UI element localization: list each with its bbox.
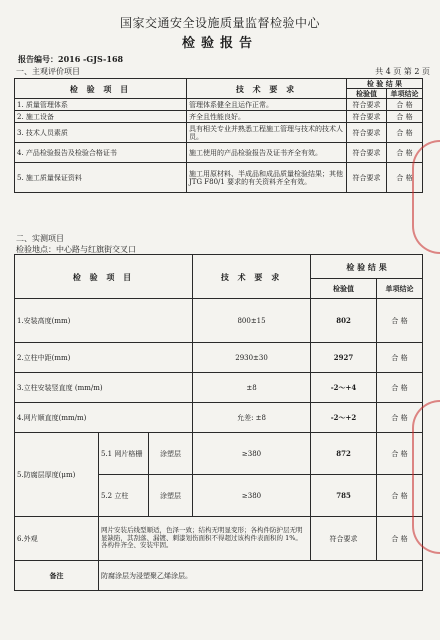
s2-appearance-conclusion: 合 格	[377, 517, 423, 561]
s2-item: 2.立柱中距(mm)	[15, 343, 193, 373]
s2-header-result: 检 验 结 果	[311, 255, 423, 279]
s2-conclusion: 合 格	[377, 299, 423, 343]
s1-item: 2. 施工设备	[15, 111, 187, 123]
s2-coating-sub-conclusion: 合 格	[377, 433, 423, 475]
s2-header-item: 检 验 项 目	[15, 255, 193, 299]
s1-conclusion: 合 格	[387, 123, 423, 143]
table-row	[15, 343, 423, 373]
s1-conclusion: 合 格	[387, 143, 423, 163]
table-row	[15, 403, 423, 433]
s1-req: 具有相关专业并熟悉工程施工管理与技术的技术人员。	[187, 123, 347, 143]
section1-title: 一、主观评价项目	[16, 67, 80, 76]
s2-appearance-req: 网片安装后线型顺适，色泽一致；结构无明显变形；各构件防护层无明显缺陷，其刮落、漏镀、刺漆划伤面积不得超过该构件表面积的 1%。各构件齐全、安装牢固。	[99, 517, 311, 561]
table-row	[15, 123, 423, 143]
s1-item: 5. 施工质量保证资料	[15, 163, 187, 193]
s2-coating-item: 5.防腐层厚度(μm)	[15, 433, 99, 517]
org-name: 国家交通安全设施质量监督检验中心	[119, 16, 320, 30]
red-seal-mark	[412, 400, 440, 554]
s2-value: 2927	[311, 343, 377, 373]
s1-item: 4. 产品检验报告及检验合格证书	[15, 143, 187, 163]
subjective-table	[14, 78, 423, 193]
table-row	[15, 299, 423, 343]
s1-item: 3. 技术人员素质	[15, 123, 187, 143]
s2-coating-sub-req: ≥380	[193, 475, 311, 517]
table-row	[15, 163, 423, 193]
s2-item: 4.网片顺直度(mm/m)	[15, 403, 193, 433]
s2-coating-sub-name: 5.2 立柱	[99, 475, 149, 517]
s1-header-conclusion: 单项结论	[387, 89, 423, 99]
s2-coating-sub-req: ≥380	[193, 433, 311, 475]
s2-item: 3.立柱安装竖直度 (mm/m)	[15, 373, 193, 403]
s1-value: 符合要求	[347, 111, 387, 123]
s2-remark-label: 备注	[15, 561, 99, 591]
table-row	[15, 517, 423, 561]
s2-req: 允差: ±8	[193, 403, 311, 433]
s2-conclusion: 合 格	[377, 343, 423, 373]
s2-coating-sub-name: 5.1 网片格栅	[99, 433, 149, 475]
section2-title: 二、实测项目	[16, 234, 64, 243]
table-row	[15, 143, 423, 163]
s1-header-req: 技 术 要 求	[187, 79, 347, 99]
table-row	[15, 99, 423, 111]
s1-conclusion: 合 格	[387, 163, 423, 193]
s2-value: -2～+2	[311, 403, 377, 433]
s2-conclusion: 合 格	[377, 403, 423, 433]
s2-coating-sub-value: 785	[311, 475, 377, 517]
s1-header-item: 检 验 项 目	[15, 79, 187, 99]
red-seal-mark	[412, 140, 440, 254]
test-location: 检验地点：中心路与红旗街交叉口	[16, 245, 136, 254]
s1-req: 齐全且性能良好。	[187, 111, 347, 123]
s2-req: 800±15	[193, 299, 311, 343]
page-counter: 共 4 页 第 2 页	[375, 67, 430, 76]
s2-item: 1.安装高度(mm)	[15, 299, 193, 343]
report-title: 检验报告	[181, 36, 258, 51]
table-row	[15, 433, 423, 475]
s1-conclusion: 合 格	[387, 99, 423, 111]
s2-appearance-item: 6.外观	[15, 517, 99, 561]
s2-coating-sub-conclusion: 合 格	[377, 475, 423, 517]
s1-req: 管理体系健全且运作正常。	[187, 99, 347, 111]
s2-coating-sub-type: 涂塑层	[149, 475, 193, 517]
s2-header-conclusion: 单项结论	[377, 279, 423, 299]
s1-req: 施工使用的产品检验报告及证书齐全有效。	[187, 143, 347, 163]
s2-req: 2930±30	[193, 343, 311, 373]
s2-coating-sub-type: 涂塑层	[149, 433, 193, 475]
measured-table	[14, 254, 423, 591]
s2-conclusion: 合 格	[377, 373, 423, 403]
s1-value: 符合要求	[347, 99, 387, 111]
s1-conclusion: 合 格	[387, 111, 423, 123]
s1-item: 1. 质量管理体系	[15, 99, 187, 111]
table-row	[15, 373, 423, 403]
s2-header-value: 检验值	[311, 279, 377, 299]
s1-header-result: 检 验 结 果	[347, 79, 423, 89]
s1-req: 施工用原材料、半成品和成品质量检验结果；其他JTG F80/1 要求的有关资料齐全有效。	[187, 163, 347, 193]
s2-appearance-value: 符合要求	[311, 517, 377, 561]
s1-value: 符合要求	[347, 143, 387, 163]
s2-value: -2～+4	[311, 373, 377, 403]
s2-header-req: 技 术 要 求	[193, 255, 311, 299]
table-row	[15, 561, 423, 591]
s2-value: 802	[311, 299, 377, 343]
s2-remark-text: 防腐涂层为浸塑聚乙烯涂层。	[99, 561, 423, 591]
s2-coating-sub-value: 872	[311, 433, 377, 475]
report-number: 报告编号：2016 -GJS-168	[18, 54, 124, 64]
table-row	[15, 111, 423, 123]
s1-value: 符合要求	[347, 123, 387, 143]
s1-value: 符合要求	[347, 163, 387, 193]
s2-req: ±8	[193, 373, 311, 403]
s1-header-value: 检验值	[347, 89, 387, 99]
